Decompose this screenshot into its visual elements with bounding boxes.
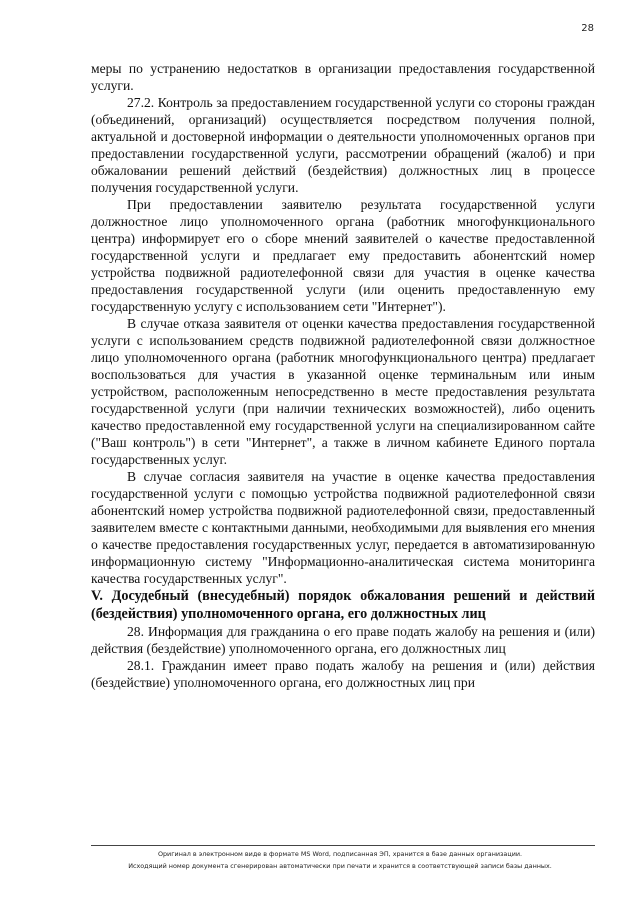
footer-note-original: Оригинал в электронном виде в формате MS Word, подписанная ЭП, хранится в базе данных организации. [157, 850, 523, 858]
page-number: 28 [581, 23, 594, 34]
paragraph-result-provision: При предоставлении заявителю результата государственной услуги должностное лицо уполномоченного органа (работник многофункционального центра) информирует его о сборе мнений заявителей о качестве предоставленной государственной услуги и предлагает ему предоставить абонентский номер устройства подвижной радиотелефонной связи для участия в оценке качества предоставления государственной услуги (или оценить предоставленную ему государственную услугу с использованием сети "Интернет"). [91, 197, 595, 314]
paragraph-27-2: 27.2. Контроль за предоставлением государственной услуги со стороны граждан (объединений, организаций) осуществляется посредством получения полной, актуальной и достоверной информации о деятельности уполномоченных органов при предоставлении государственной услуги, рассмотрении обращений (жалоб) и при обжаловании решений действий (бездействия) должностных лиц в процессе получения государственной услуги. [91, 95, 595, 195]
document-body [91, 60, 595, 691]
paragraph-consent: В случае согласия заявителя на участие в оценке качества предоставления государственной услуги с помощью устройства подвижной радиотелефонной связи абонентский номер устройства подвижной радиотелефонной связи, предоставленный заявителем вместе с контактными данными, необходимыми для выявления его мнения о качестве предоставления государственных услуг, передается в автоматизированную информационную систему "Информационно-аналитическая система мониторинга качества государственных услуг". [91, 469, 595, 586]
paragraph-refusal: В случае отказа заявителя от оценки качества предоставления государственной услуги с использованием средств подвижной радиотелефонной связи должностное лицо уполномоченного органа (работник многофункционального центра) предлагает воспользоваться для участия в указанной оценке терминальным или иным устройством, расположенным непосредственно в месте предоставления результата государственной услуги (при наличии технических возможностей), либо оценить качество предоставленной ему государственной услуги на специализированном сайте ("Ваш контроль") в сети "Интернет", а также в личном кабинете Единого портала государственных услуг. [91, 316, 595, 467]
footer-divider [91, 845, 595, 846]
footer-note-number: Исходящий номер документа сгенерирован автоматически при печати и хранится в соответствующей записи базы данных. [128, 862, 552, 870]
paragraph-control-measures: меры по устранению недостатков в организации предоставления государственной услуги. [91, 61, 595, 93]
section-heading-v: V. Досудебный (внесудебный) порядок обжалования решений и действий (бездействия) уполномоченного органа, его должностных лиц [91, 588, 595, 622]
paragraph-28-1: 28.1. Гражданин имеет право подать жалобу на решения и (или) действия (бездействие) уполномоченного органа, его должностных лиц при [91, 658, 595, 690]
paragraph-28: 28. Информация для гражданина о его праве подать жалобу на решения и (или) действия (бездействие) уполномоченного органа, его должностных лиц [91, 624, 595, 656]
